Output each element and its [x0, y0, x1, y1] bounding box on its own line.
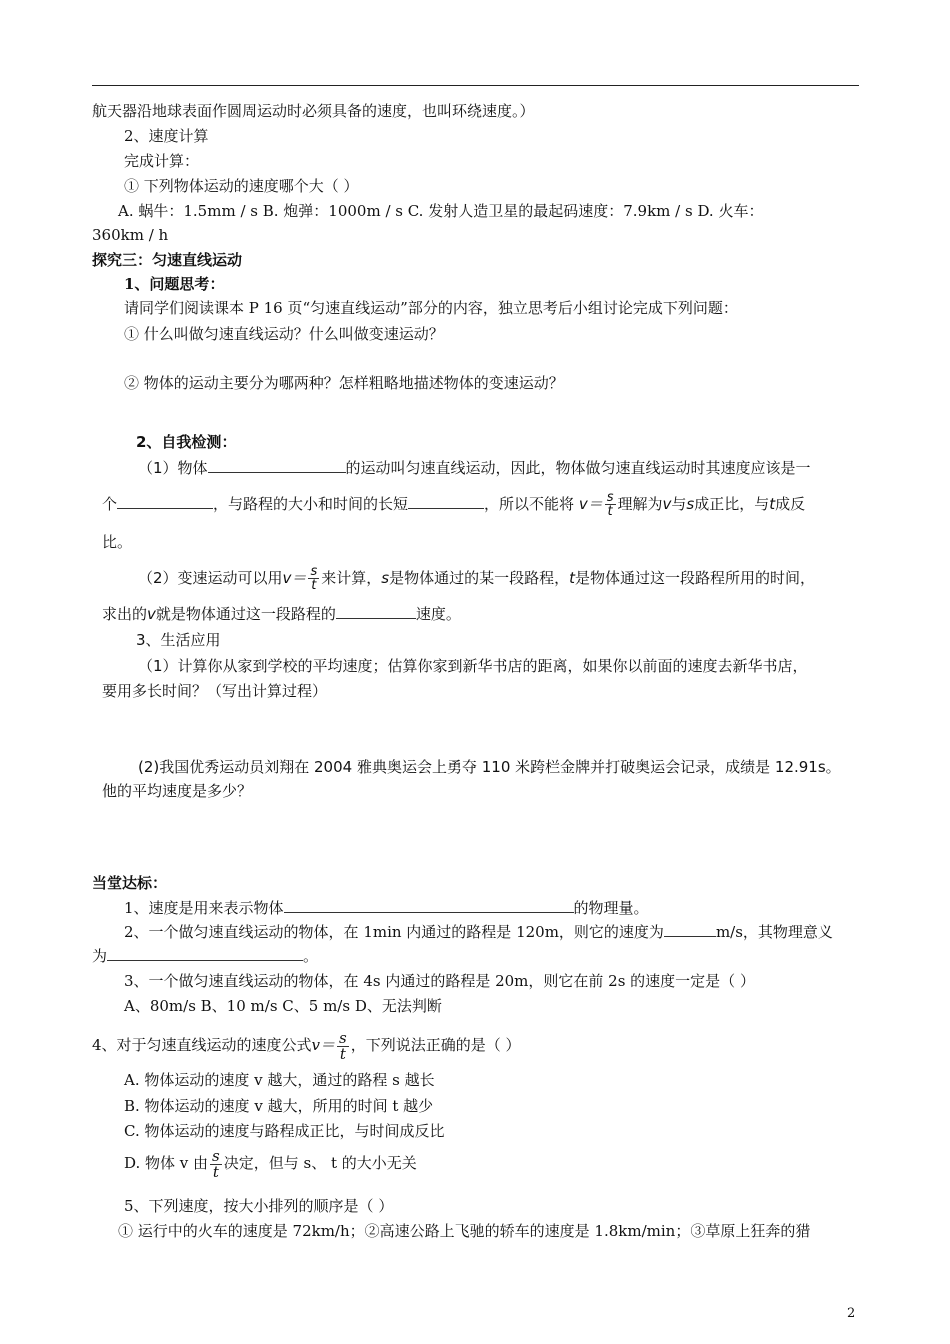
- fraction: $\frac{s}{t}$: [310, 564, 318, 593]
- option: B. 物体运动的速度 v 越大，所用的时间 t 越少: [124, 1097, 434, 1115]
- question: 3、一个做匀速直线运动的物体，在 4s 内通过的路程是 20m，则它在前 2s 的速度一定是（ ）: [124, 972, 755, 990]
- options: A、80m/s B、10 m/s C、5 m/s D、无法判断: [124, 997, 442, 1015]
- question: ① 什么叫做匀速直线运动？什么叫做变速运动？: [124, 325, 444, 343]
- question: ② 物体的运动主要分为哪两种？怎样粗略地描述物体的变速运动？: [124, 374, 564, 392]
- text-line: 他的平均速度是多少？: [102, 782, 253, 800]
- blank[interactable]: [284, 898, 574, 913]
- blank[interactable]: [408, 494, 484, 509]
- fraction: $\frac{s}{t}$: [606, 490, 614, 519]
- blank[interactable]: [107, 946, 303, 961]
- text-line: 航天器沿地球表面作圆周运动时必须具备的速度，也叫环绕速度。）: [92, 102, 535, 120]
- option: D. 物体 v 由 $\frac{s}{t}$ 决定，但与 s、 t 的大小无关: [124, 1146, 417, 1181]
- blank[interactable]: [336, 604, 416, 619]
- options: A. 蜗牛：1.5mm / s B. 炮弹：1000m / s C. 发射人造卫星的最起码速度：7.9km / s D. 火车：: [118, 202, 764, 220]
- page-number: 2: [847, 1306, 856, 1321]
- blank[interactable]: [208, 458, 346, 473]
- blank[interactable]: [117, 494, 213, 509]
- fraction: $\frac{s}{t}$: [212, 1146, 220, 1181]
- fill-line: （2）变速运动可以用v＝ $\frac{s}{t}$ 来计算，s是物体通过的某一段路程，t是物体通过这一段路程所用的时间，: [138, 564, 815, 593]
- text-line: （1）计算你从家到学校的平均速度；估算你家到新华书店的距离，如果你以前面的速度去新华书店，: [138, 657, 808, 675]
- fill-line: 2、一个做匀速直线运动的物体，在 1min 内通过的路程是 120m，则它的速度为 m/s，其物理意义: [124, 923, 833, 941]
- text-line: 要用多长时间？（写出计算过程）: [102, 682, 328, 700]
- section-title: 探究三：匀速直线运动: [92, 251, 243, 269]
- fill-line: 求出的v就是物体通过这一段路程的 速度。: [102, 605, 461, 623]
- text-line: 请同学们阅读课本 P 16 页“匀速直线运动”部分的内容，独立思考后小组讨论完成下列问题：: [124, 299, 738, 317]
- subsection-heading: 2、自我检测：: [136, 433, 237, 451]
- fill-line: 个 ，与路程的大小和时间的长短 ，所以不能将 v＝ $\frac{s}{t}$ 理解为v与s成正比，与t成反: [102, 490, 806, 519]
- option: A. 物体运动的速度 v 越大，通过的路程 s 越长: [124, 1071, 435, 1089]
- subsection-heading: 1、问题思考：: [124, 275, 225, 293]
- section-title: 当堂达标：: [92, 874, 168, 892]
- fraction: $\frac{s}{t}$: [339, 1028, 347, 1063]
- subsection-heading: 2、速度计算: [124, 127, 209, 145]
- options-cont: 360km / h: [92, 226, 169, 244]
- blank[interactable]: [664, 922, 716, 937]
- option: C. 物体运动的速度与路程成正比，与时间成反比: [124, 1122, 445, 1140]
- subsection-heading: 3、生活应用: [136, 631, 221, 649]
- text-line: 完成计算：: [124, 152, 200, 170]
- question: ① 下列物体运动的速度哪个大（ ）: [124, 177, 359, 195]
- text-line: (2)我国优秀运动员刘翔在 2004 雅典奥运会上勇夺 110 米跨栏金牌并打破奥运会记录，成绩是 12.91s。: [138, 758, 841, 776]
- fill-line: （1）物体 的运动叫匀速直线运动，因此，物体做匀速直线运动时其速度应该是一: [138, 459, 811, 477]
- fill-line: 为 。: [92, 947, 319, 965]
- text-line: ① 运行中的火车的速度是 72km/h；②高速公路上飞驰的轿车的速度是 1.8km/min；③草原上狂奔的猎: [118, 1222, 811, 1240]
- fill-line: 1、速度是用来表示物体 的物理量。: [124, 899, 649, 917]
- question: 5、下列速度，按大小排列的顺序是（ ）: [124, 1197, 394, 1215]
- text-line: 比。: [102, 533, 133, 551]
- question: 4、对于匀速直线运动的速度公式v＝ $\frac{s}{t}$ ，下列说法正确的是（ ）: [92, 1028, 521, 1063]
- header-rule: [92, 85, 859, 86]
